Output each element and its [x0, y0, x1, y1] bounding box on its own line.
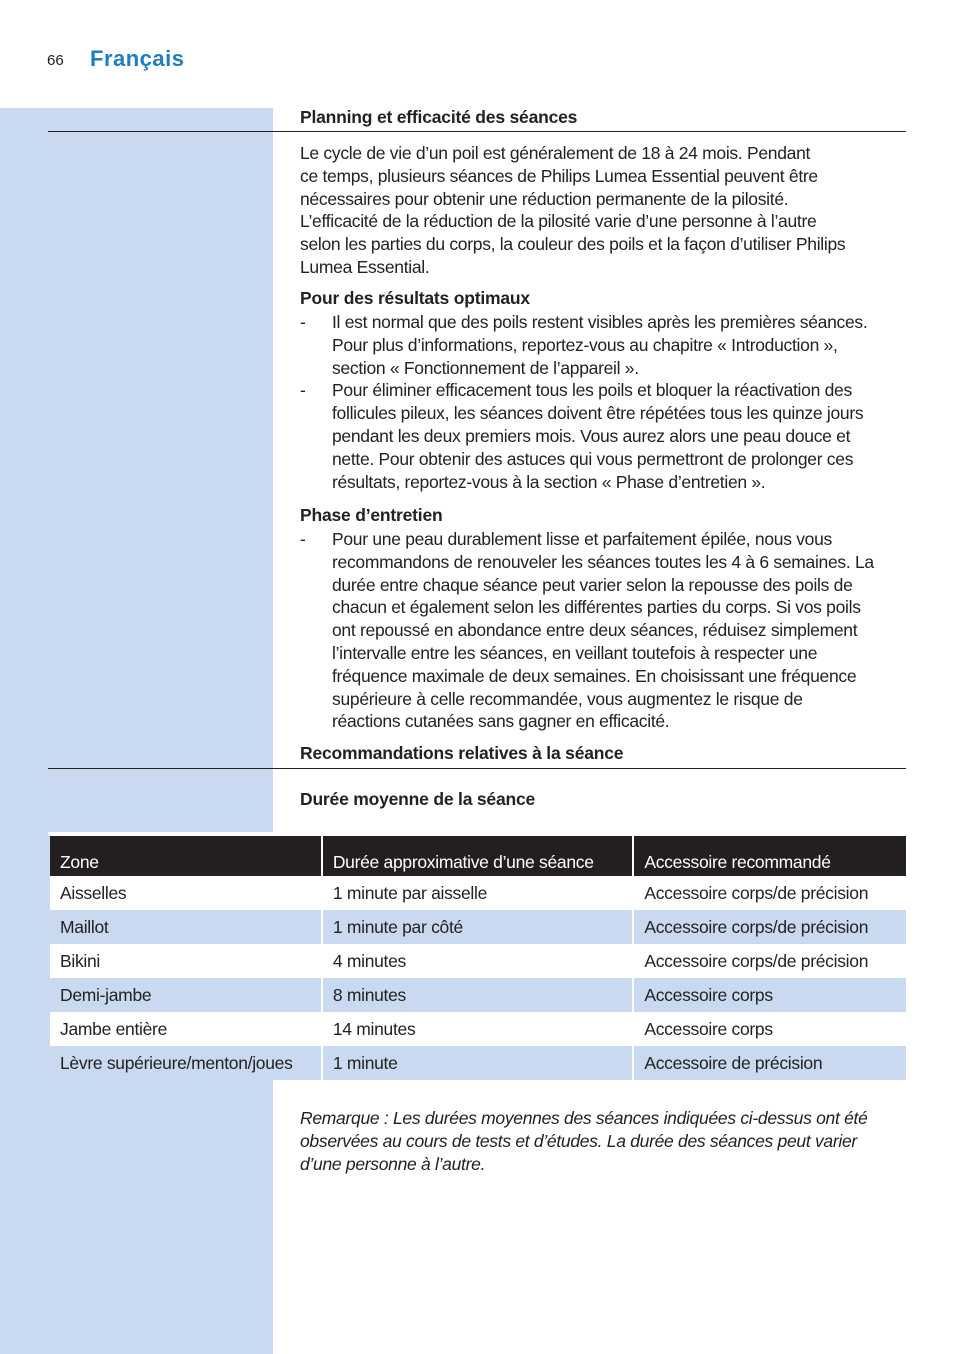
table-header-row: [49, 834, 906, 876]
text-line: recommandons de renouveler les séances toutes les 4 à 6 semaines. La: [332, 551, 874, 572]
text-line: Le cycle de vie d’un poil est généralement de 18 à 24 mois. Pendant: [300, 143, 811, 163]
table-header-cell: Accessoire recommandé: [633, 834, 906, 876]
language-title: Français: [90, 46, 185, 71]
sidebar-band: [0, 108, 273, 1354]
page-number: 66: [47, 52, 64, 69]
section-title-average: Durée moyenne de la séance: [300, 789, 536, 809]
table-cell: Bikini: [49, 944, 322, 978]
bullet-dash: -: [300, 312, 306, 332]
table-row: [49, 1046, 906, 1080]
text-line: Remarque : Les durées moyennes des séances indiquées ci-dessus ont été: [300, 1108, 868, 1128]
text-line: durée entre chaque séance peut varier selon la repousse des poils de: [332, 574, 853, 595]
text-line: nette. Pour obtenir des astuces qui vous permettront de prolonger ces: [332, 448, 854, 469]
table-header-cell: Durée approximative d’une séance: [322, 834, 634, 876]
text-line: Pour plus d’informations, reportez-vous au chapitre « Introduction »,: [332, 334, 838, 355]
table-cell: Accessoire corps/de précision: [633, 876, 906, 910]
list-item: [300, 311, 906, 379]
session-table: [48, 832, 906, 1080]
maintenance-list: [300, 528, 906, 733]
table-cell: Aisselles: [49, 876, 322, 910]
note-remark: [300, 1107, 900, 1176]
text-line: d’une personne à l’autre.: [300, 1154, 486, 1174]
table-row: [49, 944, 906, 978]
table-cell: Jambe entière: [49, 1012, 322, 1046]
table-cell: Accessoire corps/de précision: [633, 944, 906, 978]
optimal-list: [300, 311, 906, 493]
section-title-maintenance: Phase d’entretien: [300, 505, 443, 525]
table-row: [49, 1012, 906, 1046]
text-line: réactions cutanées sans gagner en efficacité.: [332, 711, 670, 732]
bullet-dash: -: [300, 380, 306, 401]
list-item: [300, 528, 906, 733]
text-line: pendant les deux premiers mois. Vous aurez alors une peau douce et: [332, 425, 851, 446]
section-title-planning: Planning et efficacité des séances: [300, 107, 578, 127]
planning-paragraph: [300, 142, 906, 279]
text-line: ce temps, plusieurs séances de Philips Lumea Essential peuvent être: [300, 165, 818, 186]
section-divider: [48, 131, 906, 132]
table-row: [49, 910, 906, 944]
table-cell: 8 minutes: [322, 978, 634, 1012]
table-cell: Accessoire corps: [633, 1012, 906, 1046]
table-cell: 1 minute: [322, 1046, 634, 1080]
text-line: observées au cours de tests et d’études. La durée des séances peut varier: [300, 1131, 857, 1151]
table-cell: 14 minutes: [322, 1012, 634, 1046]
table-cell: Accessoire corps: [633, 978, 906, 1012]
text-line: selon les parties du corps, la couleur des poils et la façon d’utiliser Philips: [300, 234, 846, 255]
bullet-dash: -: [300, 529, 306, 549]
table-cell: Demi-jambe: [49, 978, 322, 1012]
table-cell: 1 minute par aisselle: [322, 876, 634, 910]
text-line: section « Fonctionnement de l’appareil ».: [332, 357, 639, 378]
section-title-optimal: Pour des résultats optimaux: [300, 288, 530, 308]
text-line: Pour éliminer efficacement tous les poils et bloquer la réactivation des: [332, 380, 852, 401]
text-line: Il est normal que des poils restent visibles après les premières séances.: [332, 312, 868, 332]
text-line: fréquence maximale de deux semaines. En choisissant une fréquence: [332, 665, 857, 686]
section-divider: [48, 768, 906, 769]
table-cell: Accessoire corps/de précision: [633, 910, 906, 944]
table-row: [49, 876, 906, 910]
table-row: [49, 978, 906, 1012]
text-line: chacun et également selon les différentes parties du corps. Si vos poils: [332, 597, 861, 618]
table-cell: Maillot: [49, 910, 322, 944]
table-header-cell: Zone: [49, 834, 322, 876]
text-line: l’intervalle entre les séances, en veillant toutefois à respecter une: [332, 642, 818, 663]
text-line: ont repoussé en abondance entre deux séances, réduisez simplement: [332, 620, 858, 641]
text-line: follicules pileux, les séances doivent être répétées tous les quinze jours: [332, 403, 864, 424]
text-line: nécessaires pour obtenir une réduction permanente de la pilosité.: [300, 188, 789, 209]
table-cell: Lèvre supérieure/menton/joues: [49, 1046, 322, 1080]
list-item: [300, 379, 906, 493]
table-cell: Accessoire de précision: [633, 1046, 906, 1080]
table-cell: 4 minutes: [322, 944, 634, 978]
text-line: supérieure à celle recommandée, vous augmentez le risque de: [332, 688, 803, 709]
table-cell: 1 minute par côté: [322, 910, 634, 944]
text-line: résultats, reportez-vous à la section « Phase d’entretien ».: [332, 471, 766, 492]
text-line: Lumea Essential.: [300, 256, 430, 277]
text-line: Pour une peau durablement lisse et parfaitement épilée, nous vous: [332, 529, 832, 549]
section-title-recommendations: Recommandations relatives à la séance: [300, 743, 624, 763]
text-line: L’efficacité de la réduction de la pilosité varie d’une personne à l’autre: [300, 211, 817, 232]
